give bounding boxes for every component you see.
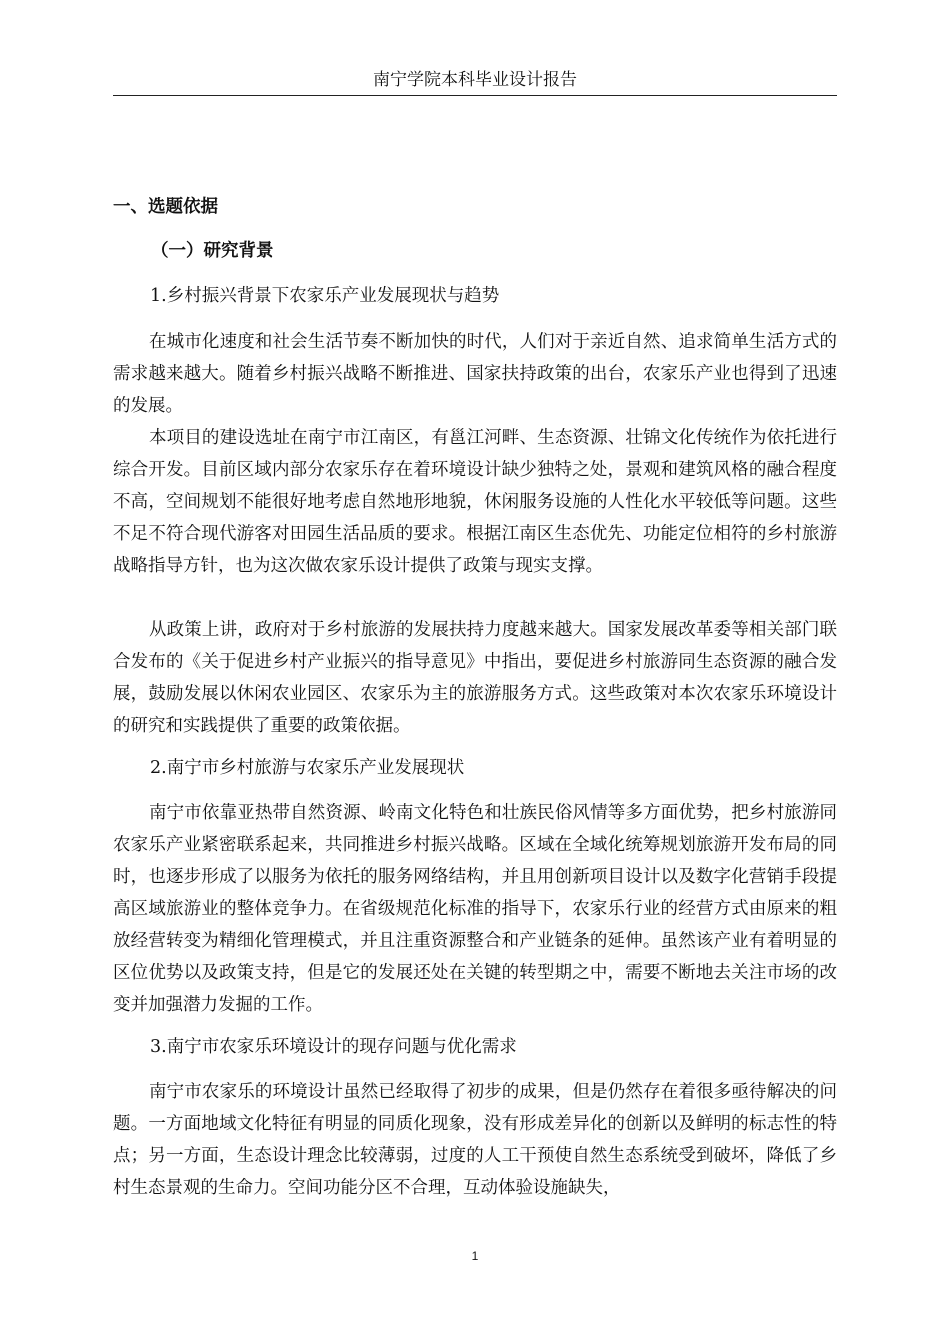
topic-title-2: 2.南宁市乡村旅游与农家乐产业发展现状 (150, 758, 465, 778)
page-header-title: 南宁学院本科毕业设计报告 (113, 68, 837, 96)
topic-title-1: 1.乡村振兴背景下农家乐产业发展现状与趋势 (150, 286, 500, 306)
topic-title-3: 3.南宁市农家乐环境设计的现存问题与优化需求 (150, 1037, 517, 1057)
paragraph: 从政策上讲，政府对于乡村旅游的发展扶持力度越来越大。国家发展改革委等相关部门联合发布的《关于促进乡村产业振兴的指导意见》中指出，要促进乡村旅游同生态资源的融合发展，鼓励发展以休闲农业园区、农家乐为主的旅游服务方式。这些政策对本次农家乐环境设计的研究和实践提供了重要的政策依据。 (113, 620, 837, 736)
section-heading: 一、选题依据 (113, 197, 218, 217)
page-number: 1 (471, 1249, 479, 1263)
subsection-heading: （一）研究背景 (151, 241, 274, 261)
paragraph: 南宁市依靠亚热带自然资源、岭南文化特色和壮族民俗风情等多方面优势，把乡村旅游同农家乐产业紧密联系起来，共同推进乡村振兴战略。区域在全域化统筹规划旅游开发布局的同时，也逐步形成了以服务为依托的服务网络结构，并且用创新项目设计以及数字化营销手段提高区域旅游业的整体竞争力。在省级规范化标准的指导下，农家乐行业的经营方式由原来的粗放经营转变为精细化管理模式，并且注重资源整合和产业链条的延伸。虽然该产业有着明显的区位优势以及政策支持，但是它的发展还处在关键的转型期之中，需要不断地去关注市场的改变并加强潜力发掘的工作。 (113, 803, 837, 1015)
paragraph: 本项目的建设选址在南宁市江南区，有邕江河畔、生态资源、壮锦文化传统作为依托进行综合开发。目前区域内部分农家乐存在着环境设计缺少独特之处，景观和建筑风格的融合程度不高，空间规划不能很好地考虑自然地形地貌，休闲服务设施的人性化水平较低等问题。这些不足不符合现代游客对田园生活品质的要求。根据江南区生态优先、功能定位相符的乡村旅游战略指导方针，也为这次做农家乐设计提供了政策与现实支撑。 (113, 428, 837, 576)
paragraph: 南宁市农家乐的环境设计虽然已经取得了初步的成果，但是仍然存在着很多亟待解决的问题。一方面地域文化特征有明显的同质化现象，没有形成差异化的创新以及鲜明的标志性的特点；另一方面，生态设计理念比较薄弱，过度的人工干预使自然生态系统受到破坏，降低了乡村生态景观的生命力。空间功能分区不合理，互动体验设施缺失， (113, 1082, 837, 1198)
paragraph: 在城市化速度和社会生活节奏不断加快的时代，人们对于亲近自然、追求简单生活方式的需求越来越大。随着乡村振兴战略不断推进、国家扶持政策的出台，农家乐产业也得到了迅速的发展。 (113, 332, 837, 416)
